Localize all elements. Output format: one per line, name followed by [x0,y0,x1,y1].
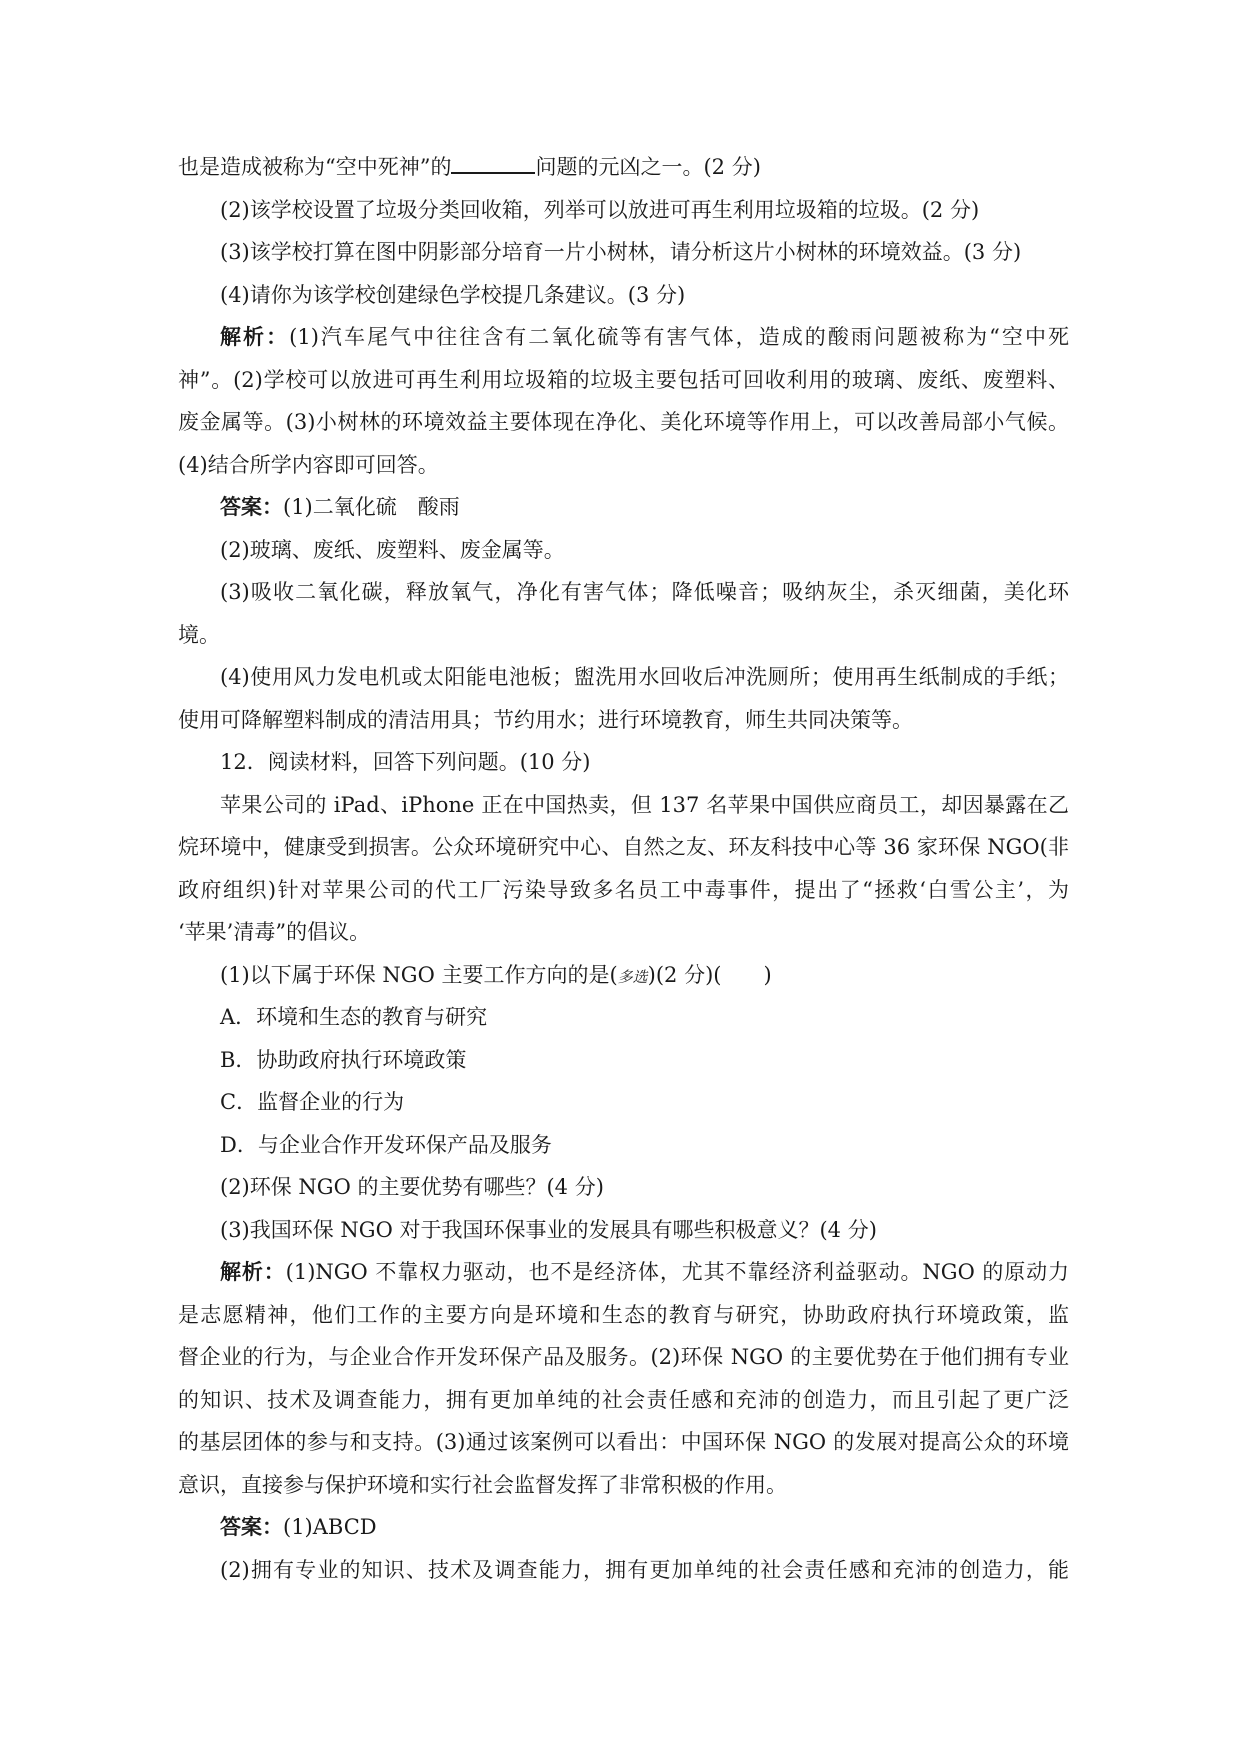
text-line [178,231,1069,274]
line-text: 烷环境中，健康受到损害。公众环境研究中心、自然之友、环友科技中心等 36 家环保 NGO(非 [178,835,1069,859]
text-line [178,1124,1069,1167]
line-text: (2)环保 NGO 的主要优势有哪些？(4 分) [220,1175,604,1199]
text-line [178,954,1069,997]
text-line [178,189,1069,232]
line-text: 意识，直接参与保护环境和实行社会监督发挥了非常积极的作用。 [178,1472,787,1497]
line-text: (4)使用风力发电机或太阳能电池板；盥洗用水回收后冲洗厕所；使用再生纸制成的手纸； [220,665,1069,689]
text-line [178,699,1069,742]
line-text: (1)汽车尾气中往往含有二氧化硫等有害气体，造成的酸雨问题被称为“空中死 [289,325,1069,349]
line-text: D．与企业合作开发环保产品及服务 [220,1132,552,1157]
line-text: (3)该学校打算在图中阴影部分培育一片小树林，请分析这片小树林的环境效益。(3 分) [220,240,1022,264]
text-line [178,444,1069,487]
line-text: (1)ABCD [283,1515,377,1539]
text-line [178,656,1069,699]
text-line [178,359,1069,402]
section-label: 答案： [220,494,283,519]
line-text: ‘苹果’清毒”的倡议。 [178,920,371,944]
line-text: 神”。(2)学校可以放进可再生利用垃圾箱的垃圾主要包括可回收利用的玻璃、废纸、废塑料、 [178,367,1069,392]
text-line [178,1421,1069,1464]
line-text: 政府组织)针对苹果公司的代工厂污染导致多名员工中毒事件，提出了“拯救‘白雪公主’，为 [178,877,1069,902]
text-line [178,1379,1069,1422]
line-text: B．协助政府执行环境政策 [220,1047,467,1072]
line-text: 12．阅读材料，回答下列问题。(10 分) [220,750,591,774]
text-line [178,1549,1069,1592]
line-text: 境。 [178,622,220,647]
line-text-tail: )(2 分)( ) [647,962,772,987]
line-text: 的知识、技术及调查能力，拥有更加单纯的社会责任感和充沛的创造力，而且引起了更广泛 [178,1387,1069,1412]
text-line [178,911,1069,954]
text-line [178,784,1069,827]
text-line [178,1166,1069,1209]
line-text: 的基层团体的参与和支持。(3)通过该案例可以看出：中国环保 NGO 的发展对提高公众的环境 [178,1430,1069,1454]
multi-select-note: 多选 [617,967,648,986]
line-text: (1)二氧化硫 酸雨 [283,495,460,519]
line-text: (2)该学校设置了垃圾分类回收箱，列举可以放进可再生利用垃圾箱的垃圾。(2 分) [220,197,980,222]
text-line [178,869,1069,912]
text-line [178,1209,1069,1252]
line-text: (3)吸收二氧化碳，释放氧气，净化有害气体；降低噪音；吸纳灰尘，杀灭细菌，美化环 [220,580,1069,604]
line-text: 是志愿精神，他们工作的主要方向是环境和生态的教育与研究，协助政府执行环境政策，监 [178,1302,1069,1327]
text-line [178,1039,1069,1082]
section-label: 解析： [220,324,290,349]
text-line [178,996,1069,1039]
text-line [178,146,1069,189]
line-text: (4)请你为该学校创建绿色学校提几条建议。(3 分) [220,282,686,307]
line-text: (1)以下属于环保 NGO 主要工作方向的是( [220,962,618,987]
text-line [178,571,1069,614]
line-text: 苹果公司的 iPad、iPhone 正在中国热卖，但 137 名苹果中国供应商员工，却因暴露在乙 [220,792,1069,817]
text-line [178,1294,1069,1337]
text-line [178,614,1069,657]
line-text: 也是造成被称为“空中死神”的 [178,155,452,179]
text-line [178,826,1069,869]
line-text: (3)我国环保 NGO 对于我国环保事业的发展具有哪些积极意义？(4 分) [220,1217,877,1242]
line-text: (1)NGO 不靠权力驱动，也不是经济体，尤其不靠经济利益驱动。NGO 的原动力 [285,1260,1069,1284]
line-text: C．监督企业的行为 [220,1090,405,1114]
line-text: (2)玻璃、废纸、废塑料、废金属等。 [220,537,565,562]
line-text: 使用可降解塑料制成的清洁用具；节约用水；进行环境教育，师生共同决策等。 [178,707,913,732]
text-line [178,401,1069,444]
text-line [178,741,1069,784]
section-label: 答案： [220,1514,283,1539]
text-line [178,274,1069,317]
text-line [178,1251,1069,1294]
text-line [178,316,1069,359]
section-label: 解析： [220,1259,286,1284]
line-text: A．环境和生态的教育与研究 [220,1005,488,1029]
line-text: 废金属等。(3)小树林的环境效益主要体现在净化、美化环境等作用上，可以改善局部小气候。 [178,410,1069,434]
line-text: (4)结合所学内容即可回答。 [178,452,439,477]
line-text: (2)拥有专业的知识、技术及调查能力，拥有更加单纯的社会责任感和充沛的创造力，能 [220,1557,1069,1582]
text-line [178,1336,1069,1379]
text-line [178,529,1069,572]
line-text-tail: 问题的元凶之一。(2 分) [535,155,761,179]
text-line [178,1506,1069,1549]
text-line [178,1081,1069,1124]
text-line [178,1464,1069,1507]
line-text: 督企业的行为，与企业合作开发环保产品及服务。(2)环保 NGO 的主要优势在于他们拥有专业 [178,1345,1069,1369]
text-line [178,486,1069,529]
fill-in-blank [451,148,535,174]
